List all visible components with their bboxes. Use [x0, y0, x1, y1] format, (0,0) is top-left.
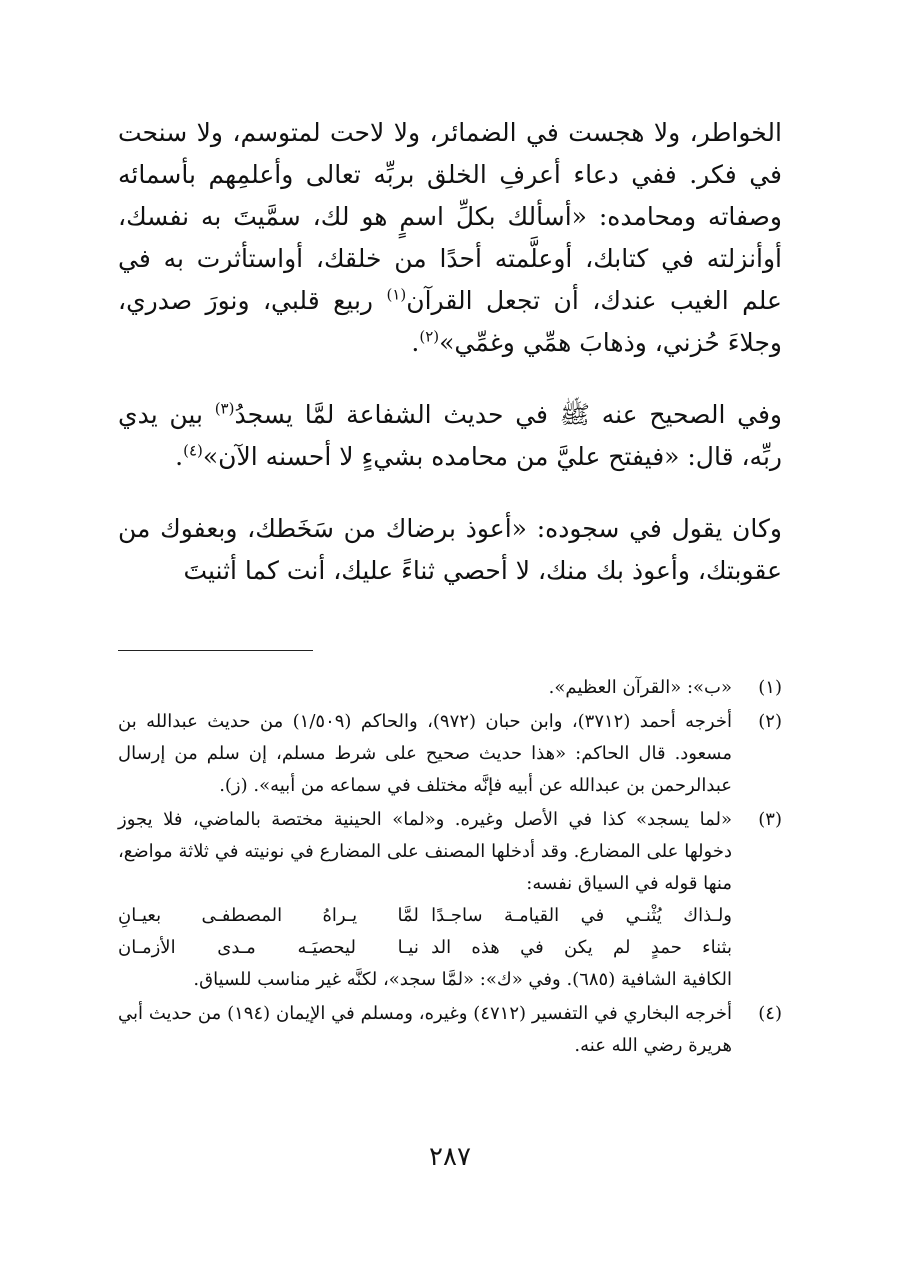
paragraph-2: وفي الصحيح عنه ﷺ في حديث الشفاعة لمَّا يسجدُ$^{(٣)}$ بين يدي ربِّه، قال: «فيفتح عليَّ من محامده بشيءٍ لا أحسنه الآن»$^{(٤)}$. [118, 399, 782, 471]
footnote-4 [118, 998, 782, 1062]
footnote-text: أخرجه البخاري في التفسير (٤٧١٢) وغيره، ومسلم في الإيمان (١٩٤) من حديث أبي هريرة رضي الله عنه. [118, 1003, 732, 1056]
verse-line-1: ولـذاك يُثْنـي في القيامـة ساجـدًا لمَّا يـراهُ المصطفـى بعيـانِ [118, 905, 732, 926]
footnotes [118, 672, 782, 1064]
footnote-ref-2[interactable]: (٢) [419, 327, 440, 346]
footnote-text: أخرجه أحمد (٣٧١٢)، وابن حبان (٩٧٢)، والحاكم (١/٥٠٩) من حديث عبدالله بن مسعود. قال الحاكم: «هذا حديث صحيح على شرط مسلم، إن سلم من إرسال عبدالرحمن بن عبدالله عن أبيه فإنَّه مختلف في سماعه من أبيه». (ز). [118, 711, 732, 796]
footnote-ref-3[interactable]: (٣) [214, 399, 235, 418]
footnote-3 [118, 804, 782, 996]
main-text [118, 112, 782, 592]
footnote-number: (٤) [758, 1003, 782, 1024]
footnote-1 [118, 672, 782, 704]
verse-line-2: بثناء حمدٍ لم يكن في هذه الد نيـا ليحصيَـه مـدى الأزمـان [118, 937, 732, 958]
footnote-2 [118, 706, 782, 802]
footnote-number: (٢) [758, 711, 782, 732]
footnote-number: (٣) [758, 809, 782, 830]
footnote-text: «ب»: «القرآن العظيم». [548, 677, 732, 698]
footnote-ref-4[interactable]: (٤) [183, 441, 203, 460]
book-page [118, 112, 782, 1212]
paragraph-1: الخواطر، ولا هجست في الضمائر، ولا لاحت لمتوسم، ولا سنحت في فكر. ففي دعاء أعرفِ الخلق بربِّه تعالى وأعلمِهم بأسمائه وصفاته ومحامده: «أسألك بكلِّ اسمٍ هو لك، سمَّيتَ به نفسك، أوأنزلته في كتابك، أوعلَّمته أحدًا من خلقك، أواستأثرت به في علم الغيب عندك، أن تجعل القرآن$^{(١)}$ ربيع قلبي، ونورَ صدري، وجلاءَ حُزني، وذهابَ همِّي وغمِّي»$^{(٢)}$. [118, 118, 783, 357]
page-number: ٢٨٧ [429, 1142, 471, 1172]
footnote-number: (١) [758, 677, 782, 698]
footnote-ref-1[interactable]: (١) [386, 285, 407, 304]
paragraph-3: وكان يقول في سجوده: «أعوذ برضاك من سَخَطك، وبعفوك من عقوبتك، وأعوذ بك منك، لا أحصي ثناءً عليك، أنت كما أثنيتَ [118, 514, 782, 585]
footnote-separator [118, 650, 313, 651]
footnote-text: «لما يسجد» كذا في الأصل وغيره. و«لما» الحينية مختصة بالماضي، فلا يجوز دخولها على المضارع. وقد أدخلها المصنف على المضارع في نونيته في ثلاثة مواضع، منها قوله في السياق نفسه: ولـذاك يُثْنـي في القيامـة ساجـدًا لمَّا يـراهُ المصطفـى بعيـانِ بثناء حمدٍ لم يكن في هذه الد نيـا ليحصيَـه مـدى الأزمـان الكافية الشافية (٦٨٥). وفي «ك»: «لمَّا سجد»، لكنَّه غير مناسب للسياق. [118, 809, 732, 990]
